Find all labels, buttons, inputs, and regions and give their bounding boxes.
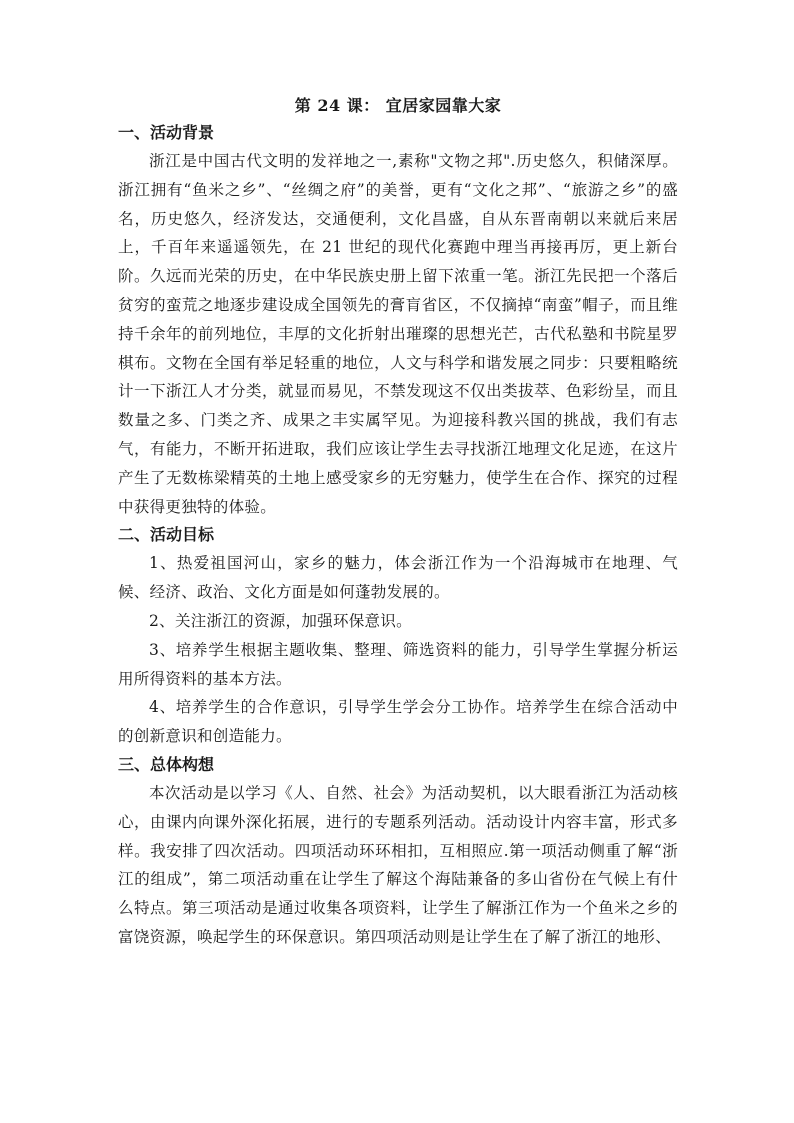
page-title: 第 24 课： 宜居家园靠大家 <box>294 96 502 115</box>
paragraph: 2、关注浙江的资源，加强环保意识。 <box>149 611 412 630</box>
paragraph: 浙江是中国古代文明的发祥地之一,素称"文物之邦".历史悠久，积储深厚。浙江拥有“鱼米之乡”、“丝绸之府”的美誉，更有“文化之邦”、“旅游之乡”的盛名，历史悠久，经济发达，交通便利，文化昌盛，自从东晋南朝以来就后来居上，千百年来遥遥领先，在 21 世纪的现代化赛跑中理当再接再厉，更上新台阶。久远而光荣的历史，在中华民族史册上留下浓重一笔。浙江先民把一个落后贫穷的蛮荒之地逐步建设成全国领先的膏肓省区，不仅摘掉“南蛮”帽子，而且维持千余年的前列地位，丰厚的文化折射出璀璨的思想光芒，古代私塾和书院星罗棋布。文物在全国有举足轻重的地位，人文与科学和谐发展之同步：只要粗略统计一下浙江人才分类，就显而易见，不禁发现这不仅出类拔萃、色彩纷呈，而且数量之多、门类之齐、成果之丰实属罕见。为迎接科教兴国的挑战，我们有志气，有能力，不断开拓进取，我们应该让学生去寻找浙江地理文化足迹，在这片产生了无数栋梁精英的土地上感受家乡的无穷魅力，使学生在合作、探究的过程中获得更独特的体验。 <box>118 152 678 516</box>
section-heading: 二、活动目标 <box>118 525 215 545</box>
section-heading: 一、活动背景 <box>118 123 215 142</box>
paragraph: 本次活动是以学习《人、自然、社会》为活动契机，以大眼看浙江为活动核心，由课内向课外深化拓展，进行的专题系列活动。活动设计内容丰富，形式多样。我安排了四次活动。四项活动环环相扣，互相照应.第一项活动侧重了解“浙江的组成”，第二项活动重在让学生了解这个海陆兼备的多山省份在气候上有什么特点。第三项活动是通过收集各项资料，让学生了解浙江作为一个鱼米之乡的富饶资源，唤起学生的环保意识。第四项活动则是让学生在了解了浙江的地形、 <box>118 783 678 946</box>
section-goals <box>118 521 678 751</box>
section-heading: 三、总体构想 <box>118 754 215 774</box>
document-body <box>118 93 678 952</box>
paragraph: 3、培养学生根据主题收集、整理、筛选资料的能力，引导学生掌握分析运用所得资料的基本方法。 <box>118 640 678 688</box>
section-overview <box>118 751 678 952</box>
paragraph: 4、培养学生的合作意识，引导学生学会分工协作。培养学生在综合活动中的创新意识和创造能力。 <box>118 698 678 746</box>
section-background <box>118 119 678 521</box>
paragraph: 1、热爱祖国河山，家乡的魅力，体会浙江作为一个沿海城市在地理、气候、经济、政治、文化方面是如何蓬勃发展的。 <box>118 554 678 602</box>
